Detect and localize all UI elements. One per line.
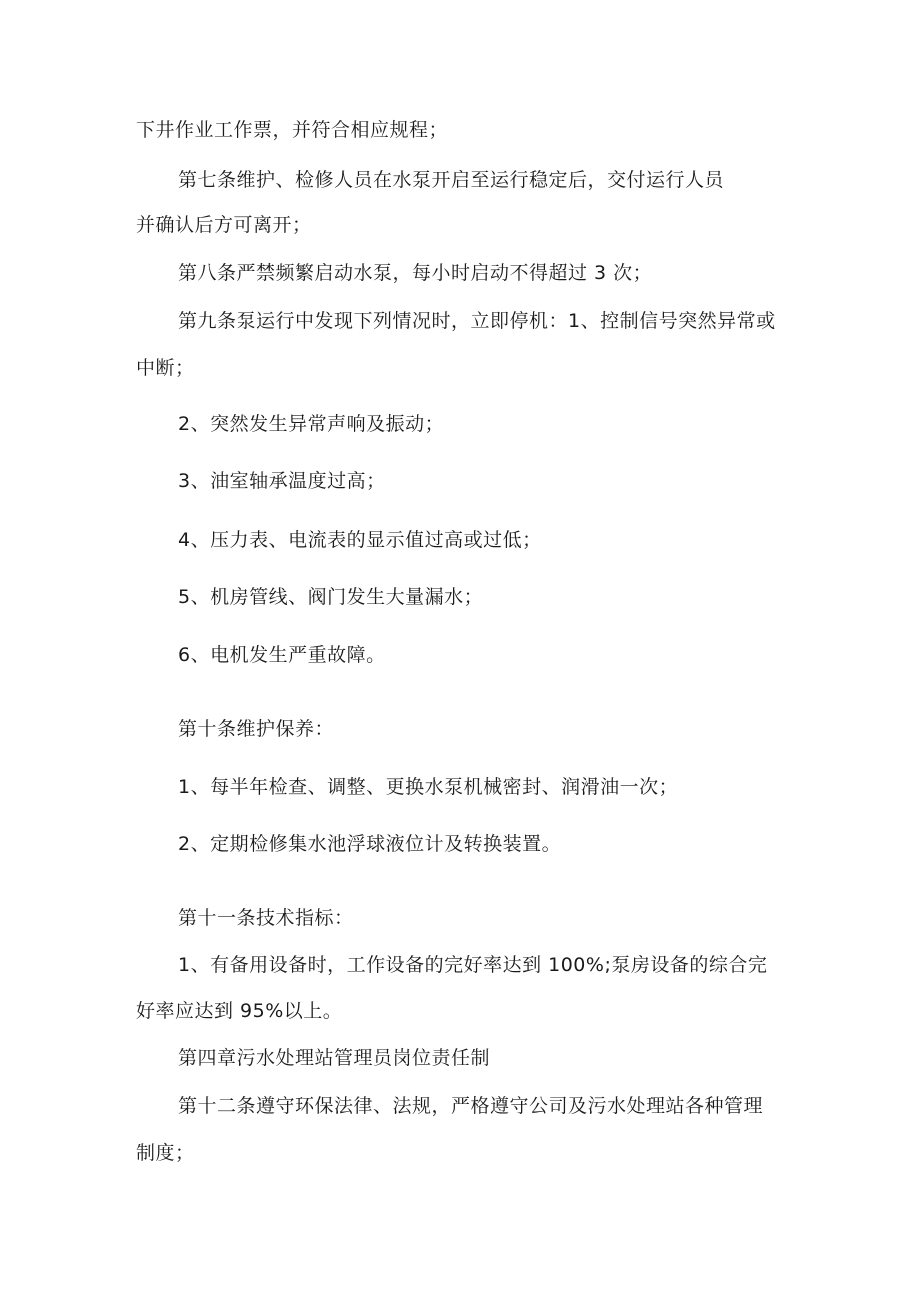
article-9-item-4: 4、压力表、电流表的显示值过高或过低； bbox=[178, 529, 542, 551]
article-11-item-1-line-2: 好率应达到 95%以上。 bbox=[136, 1000, 343, 1022]
article-11-heading: 第十一条技术指标： bbox=[178, 907, 354, 929]
article-7-line-2: 并确认后方可离开； bbox=[136, 214, 312, 236]
article-8: 第八条严禁频繁启动水泵，每小时启动不得超过 3 次； bbox=[178, 262, 653, 284]
article-12-line-1: 第十二条遵守环保法律、法规，严格遵守公司及污水处理站各种管理 bbox=[178, 1095, 764, 1117]
article-10-heading: 第十条维护保养： bbox=[178, 718, 335, 740]
article-9-item-6: 6、电机发生严重故障。 bbox=[178, 644, 386, 666]
article-12-line-2: 制度； bbox=[136, 1142, 195, 1164]
article-9-item-5: 5、机房管线、阀门发生大量漏水； bbox=[178, 586, 484, 608]
article-9-line-1: 第九条泵运行中发现下列情况时，立即停机：1、控制信号突然异常或 bbox=[178, 310, 776, 332]
text-line-continuation-work-ticket: 下井作业工作票，并符合相应规程； bbox=[136, 119, 449, 141]
article-7-line-1: 第七条维护、检修人员在水泵开启至运行稳定后，交付运行人员 bbox=[178, 169, 725, 191]
article-9-item-3: 3、油室轴承温度过高； bbox=[178, 470, 386, 492]
article-11-item-1-line-1: 1、有备用设备时，工作设备的完好率达到 100%;泵房设备的综合完 bbox=[178, 954, 768, 976]
article-10-item-1: 1、每半年检查、调整、更换水泵机械密封、润滑油一次； bbox=[178, 776, 679, 798]
article-9-item-2: 2、突然发生异常声响及振动； bbox=[178, 413, 445, 435]
article-9-line-2: 中断； bbox=[136, 357, 195, 379]
article-10-item-2: 2、定期检修集水池浮球液位计及转换装置。 bbox=[178, 833, 562, 855]
chapter-4-heading: 第四章污水处理站管理员岗位责任制 bbox=[178, 1047, 491, 1069]
